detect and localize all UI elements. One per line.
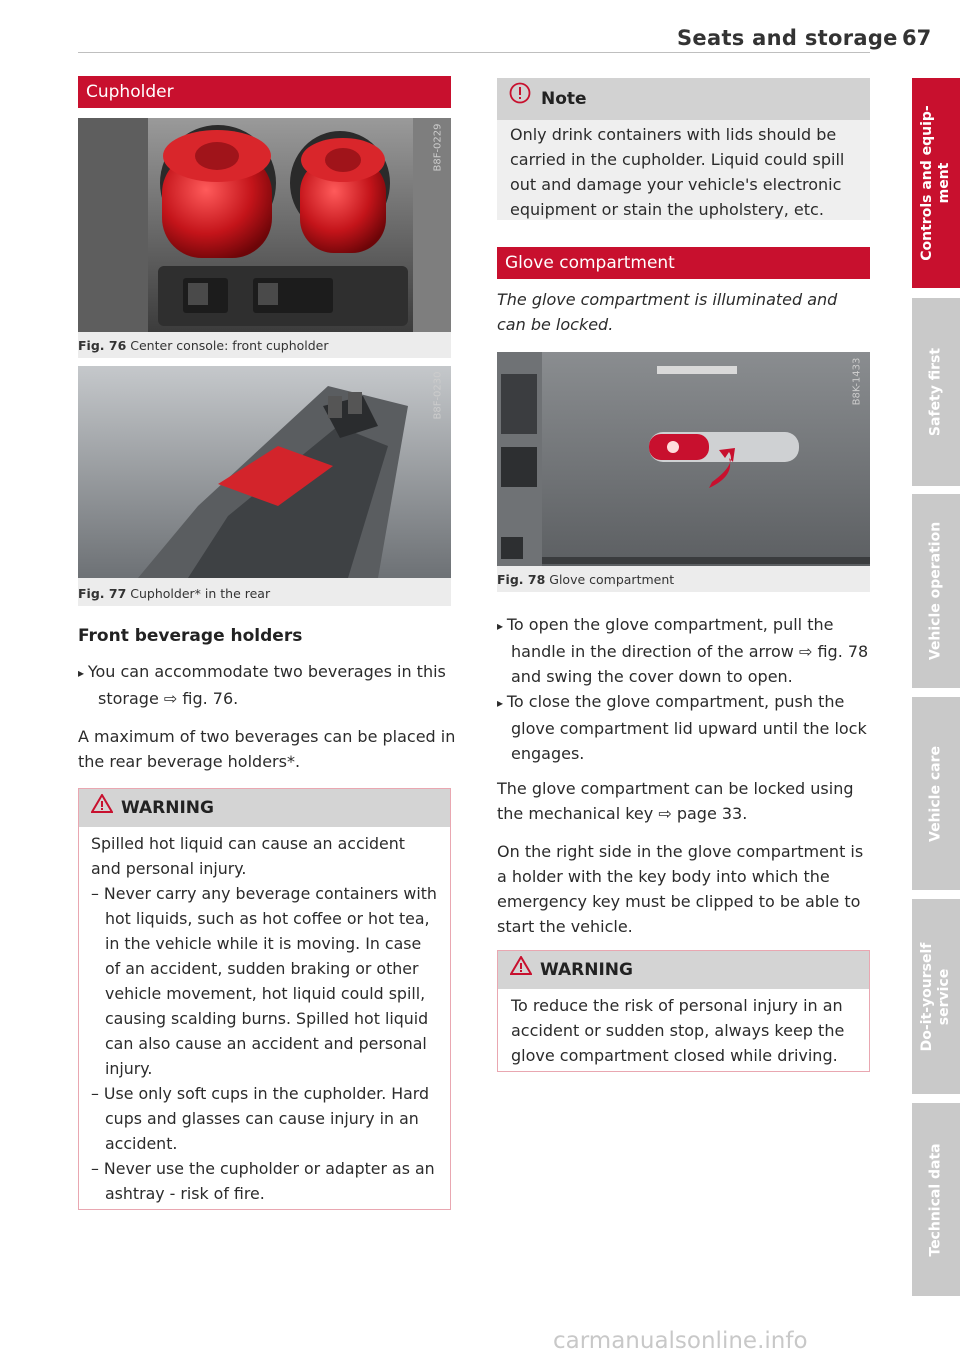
figure-76 bbox=[78, 118, 451, 358]
front-bullet-line-1: You can accommodate two beverages in this bbox=[87, 662, 446, 681]
warning-line: in the vehicle while it is moving. In case bbox=[105, 934, 422, 953]
figure-77 bbox=[78, 366, 451, 606]
tab-technical-data[interactable] bbox=[912, 1103, 960, 1296]
note-box bbox=[497, 78, 870, 220]
tab-label: Technical data bbox=[927, 1142, 944, 1257]
warning-line: accident or sudden stop, always keep the bbox=[511, 1021, 845, 1040]
glove-intro bbox=[497, 287, 877, 337]
tab-label-line: service bbox=[936, 968, 952, 1025]
figure-78-caption bbox=[497, 572, 674, 587]
warning-title: WARNING bbox=[540, 960, 633, 980]
tab-vehicle-care[interactable] bbox=[912, 697, 960, 890]
holder-line: emergency key must be clipped to be able to bbox=[497, 892, 861, 911]
figure-77-caption bbox=[78, 586, 270, 601]
warning-line: – Never carry any beverage containers with bbox=[91, 884, 437, 903]
warning-title: WARNING bbox=[121, 798, 214, 818]
warning-body bbox=[79, 827, 450, 1206]
step-line: handle in the direction of the arrow ⇨ fig. 78 bbox=[511, 642, 869, 661]
step-line: To close the glove compartment, push the bbox=[506, 692, 845, 711]
tab-vehicle-operation[interactable] bbox=[912, 494, 960, 688]
figure-78-caption-text: Glove compartment bbox=[549, 572, 675, 587]
step-line: To open the glove compartment, pull the bbox=[506, 615, 834, 634]
front-bullet-line-2: storage ⇨ fig. 76. bbox=[98, 689, 239, 708]
holder-line: On the right side in the glove compartment is bbox=[497, 842, 864, 861]
warning-body bbox=[498, 989, 869, 1068]
cupholder-title: Cupholder bbox=[86, 82, 174, 102]
tab-label-line: Do-it-yourself bbox=[919, 942, 935, 1051]
warning-line: and personal injury. bbox=[91, 859, 247, 878]
glove-title-bar bbox=[497, 247, 870, 279]
figure-77-caption-text: Cupholder* in the rear bbox=[130, 586, 271, 601]
watermark: carmanualsonline.info bbox=[553, 1328, 808, 1354]
warning-line: glove compartment closed while driving. bbox=[511, 1046, 838, 1065]
cupholder-warning-box bbox=[78, 788, 451, 1210]
tab-label-line: ment bbox=[936, 162, 952, 204]
tab-controls-and-equipment[interactable] bbox=[912, 78, 960, 288]
lock-line: the mechanical key ⇨ page 33. bbox=[497, 804, 748, 823]
cupholder-title-bar bbox=[78, 76, 451, 108]
figure-78-label: Fig. 78 bbox=[497, 572, 546, 587]
holder-line: a holder with the key body into which the bbox=[497, 867, 830, 886]
figure-77-code: B8F-0230 bbox=[432, 371, 444, 420]
warning-triangle-icon bbox=[510, 951, 532, 989]
step-line: and swing the cover down to open. bbox=[511, 667, 793, 686]
note-line: equipment or stain the upholstery, etc. bbox=[510, 200, 824, 219]
cupholder-rear-image bbox=[78, 366, 451, 578]
warning-line: hot liquids, such as hot coffee or hot tea, bbox=[105, 909, 430, 928]
figure-77-label: Fig. 77 bbox=[78, 586, 127, 601]
section-title: Seats and storage bbox=[677, 26, 898, 50]
warning-line: vehicle movement, hot liquid could spill, bbox=[105, 984, 426, 1003]
warning-triangle-icon bbox=[91, 789, 113, 827]
warning-line: causing scalding burns. Spilled hot liquid bbox=[105, 1009, 429, 1028]
note-line: out and damage your vehicle's electronic bbox=[510, 175, 842, 194]
warning-line: – Use only soft cups in the cupholder. Hard bbox=[91, 1084, 430, 1103]
step-line: engages. bbox=[511, 744, 585, 763]
tab-do-it-yourself-service[interactable] bbox=[912, 899, 960, 1094]
lock-line: The glove compartment can be locked using bbox=[497, 779, 854, 798]
warning-line: of an accident, sudden braking or other bbox=[105, 959, 419, 978]
glove-intro-line-2: can be locked. bbox=[497, 315, 614, 334]
cupholder-front-image bbox=[78, 118, 451, 332]
warning-line: To reduce the risk of personal injury in an bbox=[511, 996, 843, 1015]
tab-label: Vehicle care bbox=[927, 745, 944, 842]
glove-steps: ▸ To open the glove compartment, pull the handle in the direction of the arrow ⇨ fig. 78 and swing the cover down to open. ▸ To close the glove compartment, push the glove compartment lid upward until the lock engages. bbox=[497, 612, 877, 766]
glove-warning-box bbox=[497, 950, 870, 1072]
rear-line-1: A maximum of two beverages can be placed in bbox=[78, 727, 456, 746]
rear-holders-paragraph bbox=[78, 724, 458, 774]
header-rule bbox=[78, 52, 870, 53]
holder-paragraph bbox=[497, 839, 877, 939]
tab-label bbox=[919, 105, 953, 261]
note-header bbox=[497, 78, 870, 120]
figure-76-caption-text: Center console: front cupholder bbox=[130, 338, 329, 353]
warning-line: injury. bbox=[105, 1059, 153, 1078]
figure-76-label: Fig. 76 bbox=[78, 338, 127, 353]
page-number: 67 bbox=[902, 26, 932, 50]
warning-line: Spilled hot liquid can cause an accident bbox=[91, 834, 405, 853]
note-line: Only drink containers with lids should be bbox=[510, 125, 837, 144]
note-title: Note bbox=[541, 89, 587, 109]
warning-line: accident. bbox=[105, 1134, 178, 1153]
step-line: glove compartment lid upward until the lock bbox=[511, 719, 867, 738]
tab-safety-first[interactable] bbox=[912, 298, 960, 486]
lock-paragraph bbox=[497, 776, 877, 826]
tab-label bbox=[919, 942, 953, 1051]
front-beverage-heading: Front beverage holders bbox=[78, 626, 303, 646]
warning-header bbox=[79, 789, 450, 827]
note-line: carried in the cupholder. Liquid could spill bbox=[510, 150, 845, 169]
figure-78-code: B8K-1433 bbox=[851, 357, 863, 406]
rear-line-2: the rear beverage holders*. bbox=[78, 752, 301, 771]
tab-label: Vehicle operation bbox=[927, 521, 944, 661]
holder-line: start the vehicle. bbox=[497, 917, 633, 936]
figure-76-caption bbox=[78, 338, 329, 353]
warning-line: cups and glasses can cause injury in an bbox=[105, 1109, 419, 1128]
note-exclamation-icon bbox=[509, 78, 531, 120]
note-body bbox=[497, 120, 870, 222]
glove-intro-line-1: The glove compartment is illuminated and bbox=[497, 290, 838, 309]
warning-header bbox=[498, 951, 869, 989]
front-bullet: ▸ You can accommodate two beverages in this storage ⇨ fig. 76. bbox=[78, 659, 458, 711]
glove-title: Glove compartment bbox=[505, 253, 675, 273]
figure-78 bbox=[497, 352, 870, 592]
warning-line: can also cause an accident and personal bbox=[105, 1034, 427, 1053]
warning-line: – Never use the cupholder or adapter as an bbox=[91, 1159, 435, 1178]
tab-label-line: Controls and equip- bbox=[919, 105, 935, 261]
figure-76-code: B8F-0229 bbox=[432, 123, 444, 172]
tab-label: Safety first bbox=[927, 347, 944, 437]
warning-line: ashtray - risk of fire. bbox=[105, 1184, 265, 1203]
glove-compartment-image bbox=[497, 352, 870, 566]
